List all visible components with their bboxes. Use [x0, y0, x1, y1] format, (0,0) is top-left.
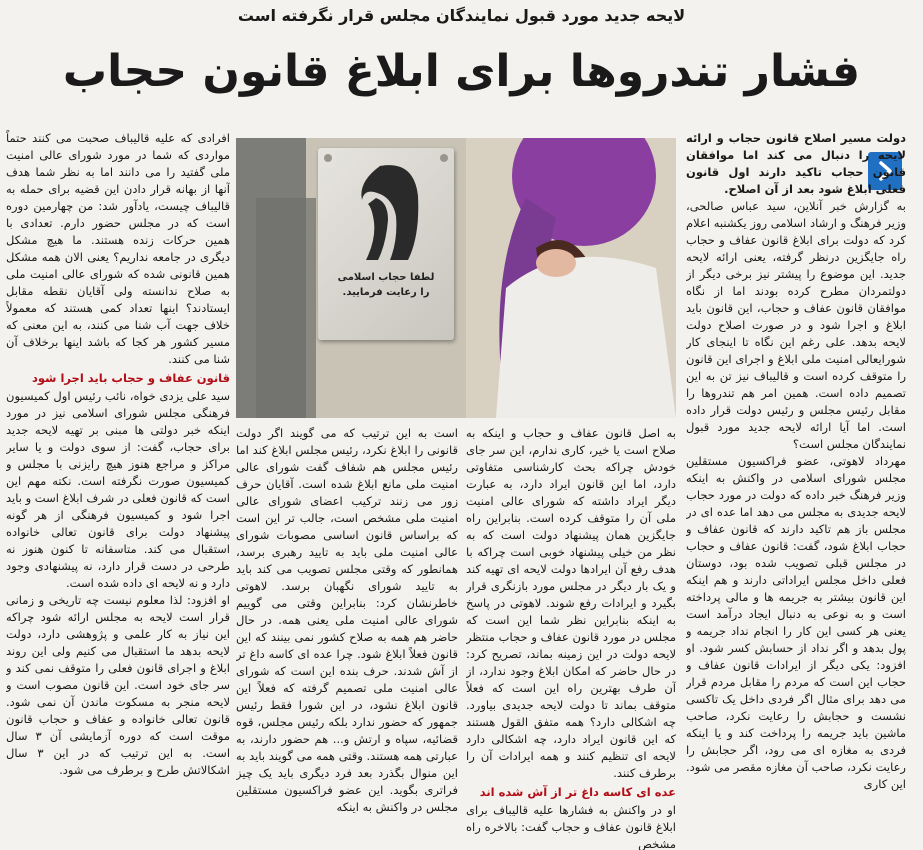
sign-line-1: لطفا حجاب اسلامی: [337, 272, 435, 283]
kicker: لایحه جدید مورد قبول نمایندگان مجلس قرار نگرفته است: [237, 6, 686, 25]
paragraph: افرادی که علیه قالیباف صحبت می کنند حتماً مواردی که شما در مورد شورای عالی امنیت ملی گفتید را می دانند اما به نظر شما هدف آنها از بهانه قرار دادن این قضیه برای حمله به قالیباف چیست، یادآور شد: من چهارمین دوره است که در مجلس حضور دارم. تعدادی با همین حرکات زنده هستند. ما هیچ مشکل دیگری در جامعه نداریم؟ یعنی الان همه مشکل همین قانونی شده که شورای عالی امنیت ملی به صلاح ندانسته ولی آقایان نقطه مقابل ایستادند؟ اینها تعداد کمی هستند که معمولاً خلاف جهت آب شنا می کنند، به این معنی که مسیر کشور هر کجا که باشد اینها برخلاف آن شنا می کنند.: [6, 131, 230, 366]
paragraph: است به این ترتیب که می گویند اگر دولت قانونی را ابلاغ نکرد، رئیس مجلس ابلاغ کند اما رئیس مجلس هم شفاف گفت شورای عالی امنیت ملی مانع ابلاغ شده است. آقایان حرف زور می زنند ترکیب اعضای شورای عالی امنیت ملی مشخص است، جالب تر این است که براساس قانون اساسی مصوبات شورای عالی امنیت ملی باید به تایید رهبری برسد، همانطور که وقتی مجلس تصویب می کند باید به تایید شورای نگهبان برسد. لاهوتی خاطرنشان کرد: بنابراین وقتی می گوییم شورای عالی امنیت ملی یعنی همه. در حال حاضر هم همه به صلاح کشور نمی بینند که این قانون فعلاً ابلاغ شود. چرا عده ای کاسه داغ تر از آش شدند. حرف بنده این است که شورای عالی امنیت ملی تصمیم گرفته که فعلاً این قانون ابلاغ نشود، در این شورا فقط رئیس جمهور که حضور ندارد بلکه رئیس مجلس، قوه قضائیه، سپاه و ارتش و... هم حضور دارند، به عبارتی همه هستند. وقتی همه می گویند باید به این منوال بگذرد بعد فرد دیگری باید یک چیز فراتری بگوید. این عضو فراکسیون مستقلین مجلس در واکنش به اینکه: [236, 426, 458, 814]
column-2: [466, 425, 676, 850]
headline: فشار تندروها برای ابلاغ قانون حجاب: [62, 46, 861, 97]
paragraph: او افزود: لذا معلوم نیست چه تاریخی و زمانی قرار است لایحه به مجلس ارائه شود چراکه این نیاز به کار علمی و پژوهشی دارد، دولت لایحه بدهد ما استقبال می کنیم ولی این روند ابلاغ و اجرای قانون فعلی را متوقف نمی کند و سر جای خود است. این قانون مصوب است و لایحه منجر به مسکوت ماندن آن نمی شود. قانون تعالی خانواده و عفاف و حجاب قانون موقت است که دوره آزمایشی آن ۳ سال است. به این ترتیب که در این ۳ سال اشکالاتش طرح و برطرف می شود.: [6, 593, 230, 777]
column-4: [6, 130, 230, 850]
column-3: [236, 425, 458, 850]
photo-background: [236, 138, 676, 418]
paragraph: مهرداد لاهوتی، عضو فراکسیون مستقلین مجلس شورای اسلامی در واکنش به اینکه وزیر فرهنگ خبر داده که دولت در مورد حجاب لایحه جدیدی به مجلس می دهد اما عده ای در مجلس باز هم تاکید دارند که قانون عفاف و حجاب ابلاغ شود، گفت: قانون عفاف و حجاب در مجلس قبلی تصویب شده بود، دوستان فعلی داخل مجلس ایراداتی دارند و هم اینکه این قانون بیشتر به جریمه ها و مالی پرداخته است و به نوعی به دنبال ایجاد درآمد است یعنی هر کسی این کار را انجام نداد جریمه و پول بدهد و اگر نداد از حسابش کسر شود. او افزود: یکی دیگر از ایرادات قانون عفاف و حجاب این است که مردم را مقابل مردم قرار می دهد برای مثال اگر فردی داخل یک تاکسی نشست و حجابش را رعایت نکرد، صاحب ماشین باید جریمه را پرداخت کند و یا اینکه فردی به مغازه ای می رود، اگر حجابش را رعایت نکرد، صاحب آن مغازه مقصر می شود. این کاری: [686, 454, 906, 791]
column-1: [686, 130, 906, 850]
hijab-sign: [318, 148, 454, 340]
sign-line-2: را رعایت فرمایید.: [342, 287, 430, 298]
paragraph: به اصل قانون عفاف و حجاب و اینکه به صلاح است یا خیر، کاری ندارم، این سر جای خودش چراکه بحث کارشناسی متفاوتی دارد، اما این قانون ایراد دارد، به عبارت دیگر ایراد داشته که شورای عالی امنیت ملی آن را متوقف کرده است. بنابراین راه جایگزین همان پیشنهاد دولت است که به نظر من خیلی پیشنهاد خوبی است چراکه با هدف رفع آن ایرادها دولت لایحه ای تهیه کند و یک بار دیگر در مجلس مورد بازنگری قرار بگیرد و ایرادات رفع شوند. لاهوتی در پاسخ به اینکه بنابراین نظر شما این است که مجلس در مورد قانون عفاف و حجاب منتظر لایحه دولت در این زمینه بماند، تصریح کرد: در حال حاضر که امکان ابلاغ وجود ندارد، از آن طرف بهترین راه این است که فعلاً متوقف بماند تا دولت لایحه جدیدی بیاورد. چه اشکالی دارد؟ همه متفق القول هستند که این قانون ایراد دارد، چه اشکالی دارد لایحه ای تنظیم کنند و همه ایرادات آن را برطرف کنند.: [466, 426, 676, 780]
subheading: قانون عفاف و حجاب باید اجرا شود: [32, 371, 230, 385]
veiled-woman-icon: [318, 148, 454, 268]
paragraph: به گزارش خبر آنلاین، سید عباس صالحی، وزیر فرهنگ و ارشاد اسلامی روز یکشنبه اعلام کرد که دولت برای ابلاغ قانون عفاف و حجاب راه جایگزین درنظر گرفته، یعنی ارائه لایحه جدید. این موضوع را پیشتر نیز برخی دیگر از دولتمردان مطرح کرده بودند اما از نگاه موافقان قانون عفاف و حجاب، این قانون باید ابلاغ و اجرا شود و در صورت اصلاح دولت لایحه بدهد. علی رغم این نگاه تا اینجای کار شورایعالی امنیت ملی ابلاغ و اجرای این قانون را متوقف کرده است و قالیباف نیز تن به این تصمیم داده است. همین امر هم تندروها را مقابل رئیس مجلس و رئیس دولت قرار داده است. اما آیا ارائه لایحه جدید مورد قبول نمایندگان مجلس است؟: [686, 199, 906, 451]
paragraph: او در واکنش به فشارها علیه قالیباف برای ابلاغ قانون عفاف و حجاب گفت: بالاخره راه مشخص: [466, 803, 676, 850]
article-photo: [236, 138, 676, 418]
paragraph: سید علی یزدی خواه، نائب رئیس اول کمیسیون فرهنگی مجلس شورای اسلامی نیز در مورد اینکه خبر دولتی ها مبنی بر تهیه لایحه جدید برای حجاب، گفت: از سوی دولت و یا سایر مراکز و مراجع هنوز هیچ رایزنی با مجلس و کمیسیون صورت نگرفته است. نکته مهم این است که قانون فعلی در شرف ابلاغ است و باید اجرا شود و کمیسیون فرهنگی از هر گونه پیشنهاد دولت برای قانون تعالی خانواده استقبال می کند. متاسفانه تا کنون هنوز نه طرحی در دست قرار دارد، نه پیشنهادی وجود دارد و نه لایحه ای داده شده است.: [6, 389, 230, 590]
subheading: عده ای کاسه داغ تر از آش شده اند: [479, 785, 676, 799]
lead-paragraph: دولت مسیر اصلاح قانون حجاب و ارائه لایحه را دنبال می کند اما موافقان قانون حجاب تاکید دارند اول قانون فعلی ابلاغ شود بعد از آن اصلاح.: [686, 131, 906, 196]
